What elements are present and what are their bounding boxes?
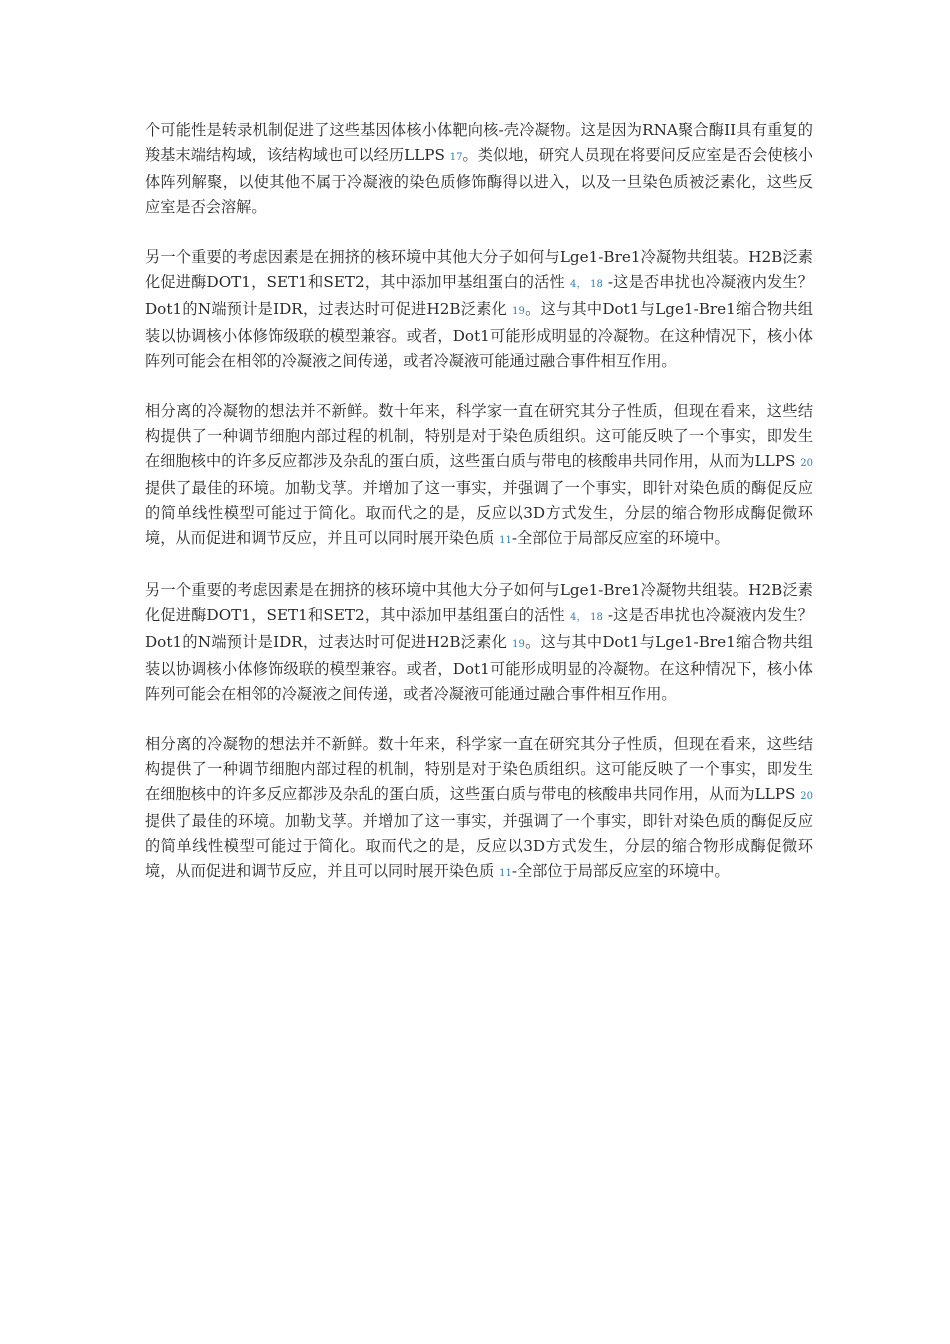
- paragraph-text: -这是否串扰也冷凝液内发生？Dot1的N端预计是IDR，过表达时可促进H2B泛素化: [145, 606, 813, 651]
- reference-link[interactable]: 19: [512, 306, 525, 317]
- paragraph-text: 提供了最佳的环境。加勒戈莩。并增加了这一事实，并强调了一个事实，即针对染色质的酶促反应的简单线性模型可能过于简化。取而代之的是，反应以3D方式发生，分层的缩合物形成酶促微环境，从而促进和调节反应，并且可以同时展开染色质: [145, 479, 813, 547]
- paragraph-text: 个可能性是转录机制促进了这些基因体核小体靶向核-壳冷凝物。这是因为RNA聚合酶II具有重复的羧基末端结构域，该结构域也可以经历LLPS: [145, 121, 813, 164]
- paragraph-5: [145, 732, 813, 886]
- reference-link[interactable]: 11: [499, 535, 512, 546]
- reference-link[interactable]: 20: [800, 458, 813, 469]
- reference-link[interactable]: 4: [569, 279, 577, 290]
- paragraph-text: -这是否串扰也冷凝液内发生？Dot1的N端预计是IDR，过表达时可促进H2B泛素化: [145, 273, 813, 318]
- paragraph-text: 。这与其中Dot1与Lge1-Bre1缩合物共组装以协调核小体修饰级联的模型兼容。或者，Dot1可能形成明显的冷凝物。在这种情况下，核小体阵列可能会在相邻的冷凝液之间传递，或者冷凝液可能通过融合事件相互作用。: [145, 300, 813, 370]
- paragraph-text: -全部位于局部反应室的环境中。: [511, 862, 730, 880]
- paragraph-2: [145, 245, 813, 374]
- reference-separator: ，: [576, 612, 591, 623]
- reference-link[interactable]: 20: [800, 791, 813, 802]
- document-body: [145, 118, 813, 911]
- reference-link[interactable]: 18: [590, 279, 603, 290]
- paragraph-1: [145, 118, 813, 220]
- reference-link[interactable]: 11: [499, 868, 512, 879]
- paragraph-text: 另一个重要的考虑因素是在拥挤的核环境中其他大分子如何与Lge1-Bre1冷凝物共组装。H2B泛素化促进酶DOT1，SET1和SET2，其中添加甲基组蛋白的活性: [145, 581, 813, 624]
- paragraph-3: [145, 399, 813, 553]
- paragraph-4: [145, 578, 813, 707]
- paragraph-text: 。类似地，研究人员现在将要问反应室是否会使核小体阵列解聚，以使其他不属于冷凝液的染色质修饰酶得以进入，以及一旦染色质被泛素化，这些反应室是否会溶解。: [145, 146, 813, 216]
- paragraph-text: 相分离的冷凝物的想法并不新鲜。数十年来，科学家一直在研究其分子性质，但现在看来，这些结构提供了一种调节细胞内部过程的机制，特别是对于染色质组织。这可能反映了一个事实，即发生在细胞核中的许多反应都涉及杂乱的蛋白质，这些蛋白质与带电的核酸串共同作用，从而为LLPS: [145, 735, 813, 803]
- reference-link[interactable]: 17: [449, 152, 463, 163]
- reference-link[interactable]: 19: [512, 639, 525, 650]
- reference-link[interactable]: 18: [590, 612, 603, 623]
- reference-separator: ，: [576, 279, 591, 290]
- reference-link[interactable]: 4: [569, 612, 577, 623]
- paragraph-text: -全部位于局部反应室的环境中。: [511, 529, 730, 547]
- paragraph-text: 提供了最佳的环境。加勒戈莩。并增加了这一事实，并强调了一个事实，即针对染色质的酶促反应的简单线性模型可能过于简化。取而代之的是，反应以3D方式发生，分层的缩合物形成酶促微环境，从而促进和调节反应，并且可以同时展开染色质: [145, 812, 813, 880]
- paragraph-text: 另一个重要的考虑因素是在拥挤的核环境中其他大分子如何与Lge1-Bre1冷凝物共组装。H2B泛素化促进酶DOT1，SET1和SET2，其中添加甲基组蛋白的活性: [145, 248, 813, 291]
- paragraph-text: 。这与其中Dot1与Lge1-Bre1缩合物共组装以协调核小体修饰级联的模型兼容。或者，Dot1可能形成明显的冷凝物。在这种情况下，核小体阵列可能会在相邻的冷凝液之间传递，或者冷凝液可能通过融合事件相互作用。: [145, 633, 813, 703]
- paragraph-text: 相分离的冷凝物的想法并不新鲜。数十年来，科学家一直在研究其分子性质，但现在看来，这些结构提供了一种调节细胞内部过程的机制，特别是对于染色质组织。这可能反映了一个事实，即发生在细胞核中的许多反应都涉及杂乱的蛋白质，这些蛋白质与带电的核酸串共同作用，从而为LLPS: [145, 402, 813, 470]
